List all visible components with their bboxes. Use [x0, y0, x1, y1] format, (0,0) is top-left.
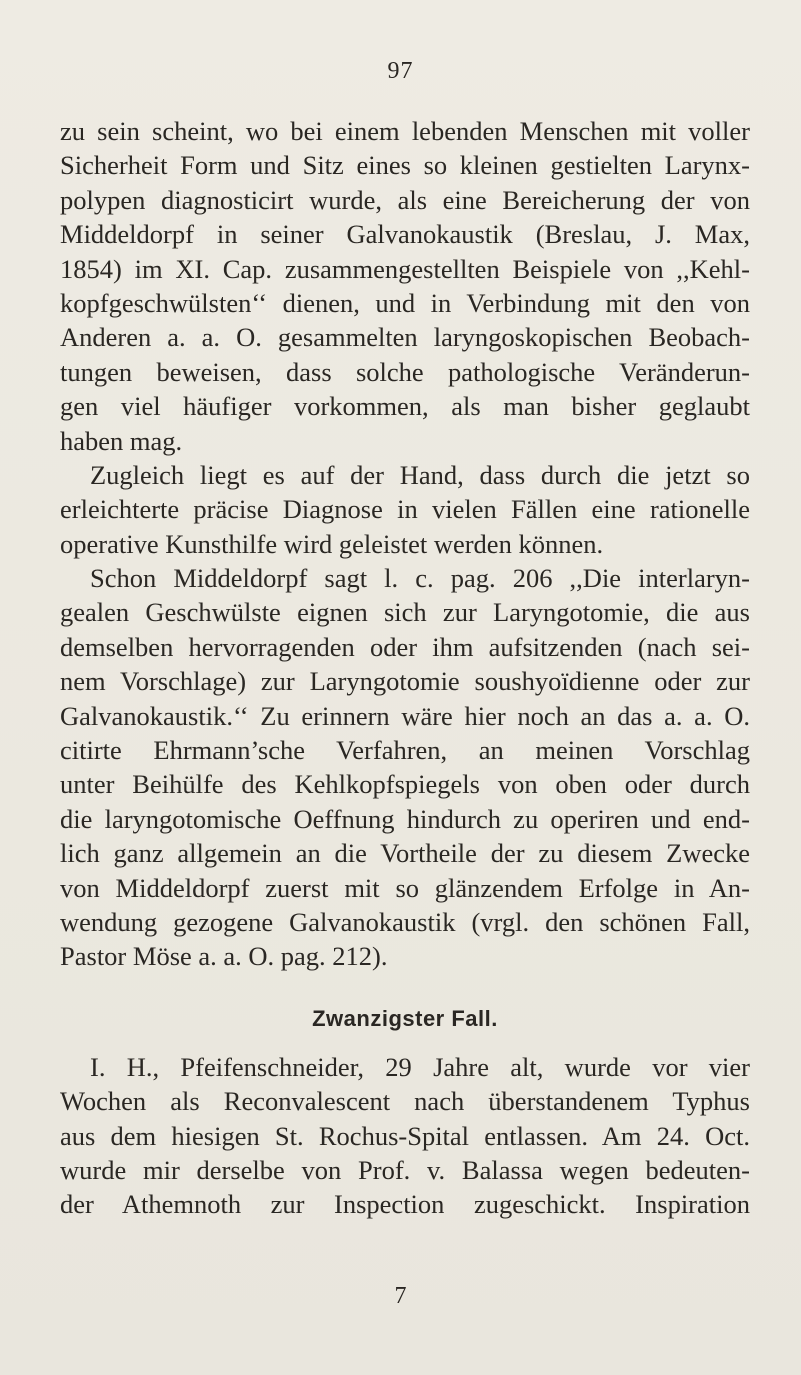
- text-line: 1854) im XI. Cap. zusammengestellten Beispiele von ,,Kehl-: [60, 253, 750, 284]
- section-heading: Zwanzigster Fall.: [312, 1005, 498, 1031]
- text-line: Schon Middeldorpf sagt l. c. pag. 206 ,,Die interlaryn-: [90, 563, 750, 594]
- text-line: operative Kunsthilfe wird geleistet werden können.: [60, 528, 604, 559]
- text-line: unter Beihülfe des Kehlkopfspiegels von oben oder durch: [60, 769, 750, 800]
- text-line: polypen diagnosticirt wurde, als eine Bereicherung der von: [60, 184, 750, 215]
- text-line: erleichterte präcise Diagnose in vielen Fällen eine rationelle: [60, 494, 750, 525]
- text-line: aus dem hiesigen St. Rochus-Spital entlassen. Am 24. Oct.: [60, 1120, 750, 1151]
- signature-mark: [0, 1283, 801, 1310]
- text-line: gealen Geschwülste eignen sich zur Laryngotomie, die aus: [60, 597, 750, 628]
- paragraph: [60, 561, 750, 974]
- text-line: kopfgeschwülsten‘‘ dienen, und in Verbindung mit den von: [60, 287, 750, 318]
- text-line: Wochen als Reconvalescent nach überstandenem Typhus: [60, 1086, 750, 1117]
- paragraph: [60, 114, 750, 458]
- text-line: von Middeldorpf zuerst mit so glänzendem Erfolge in An-: [60, 872, 750, 903]
- text-line: tungen beweisen, dass solche pathologische Veränderun-: [60, 356, 750, 387]
- text-line: lich ganz allgemein an die Vortheile der zu diesem Zwecke: [60, 838, 750, 869]
- text-line: wendung gezogene Galvanokaustik (vrgl. den schönen Fall,: [60, 906, 750, 937]
- text-line: zu sein scheint, wo bei einem lebenden Menschen mit voller: [60, 116, 750, 146]
- text-line: Anderen a. a. O. gesammelten laryngoskopischen Beobach-: [60, 322, 750, 353]
- page-number: 97: [387, 58, 414, 84]
- text-line: Sicherheit Form und Sitz eines so kleinen gestielten Larynx-: [60, 150, 750, 181]
- text-line: nem Vorschlage) zur Laryngotomie soushyoïdienne oder zur: [60, 666, 750, 697]
- text-line: die laryngotomische Oeffnung hindurch zu operiren und end-: [60, 803, 750, 834]
- paragraph: [60, 458, 750, 561]
- paragraph: [60, 1050, 750, 1222]
- text-line: Middeldorpf in seiner Galvanokaustik (Breslau, J. Max,: [60, 219, 750, 250]
- text-line: Galvanokaustik.‘‘ Zu erinnern wäre hier noch an das a. a. O.: [60, 700, 750, 731]
- text-line: haben mag.: [60, 425, 183, 456]
- text-line: demselben hervorragenden oder ihm aufsitzenden (nach sei-: [60, 631, 750, 662]
- text-line: I. H., Pfeifenschneider, 29 Jahre alt, wurde vor vier: [90, 1051, 750, 1082]
- text-line: citirte Ehrmann’sche Verfahren, an meinen Vorschlag: [60, 735, 750, 766]
- text-line: Zugleich liegt es auf der Hand, dass durch die jetzt so: [90, 459, 750, 490]
- text-line: gen viel häufiger vorkommen, als man bisher geglaubt: [60, 391, 750, 422]
- text-line: wurde mir derselbe von Prof. v. Balassa wegen bedeuten-: [60, 1154, 750, 1185]
- signature-number: 7: [394, 1283, 407, 1309]
- text-line: Pastor Möse a. a. O. pag. 212).: [60, 941, 388, 972]
- body-text: [60, 114, 750, 1222]
- text-line: der Athemnoth zur Inspection zugeschickt. Inspiration: [60, 1189, 750, 1220]
